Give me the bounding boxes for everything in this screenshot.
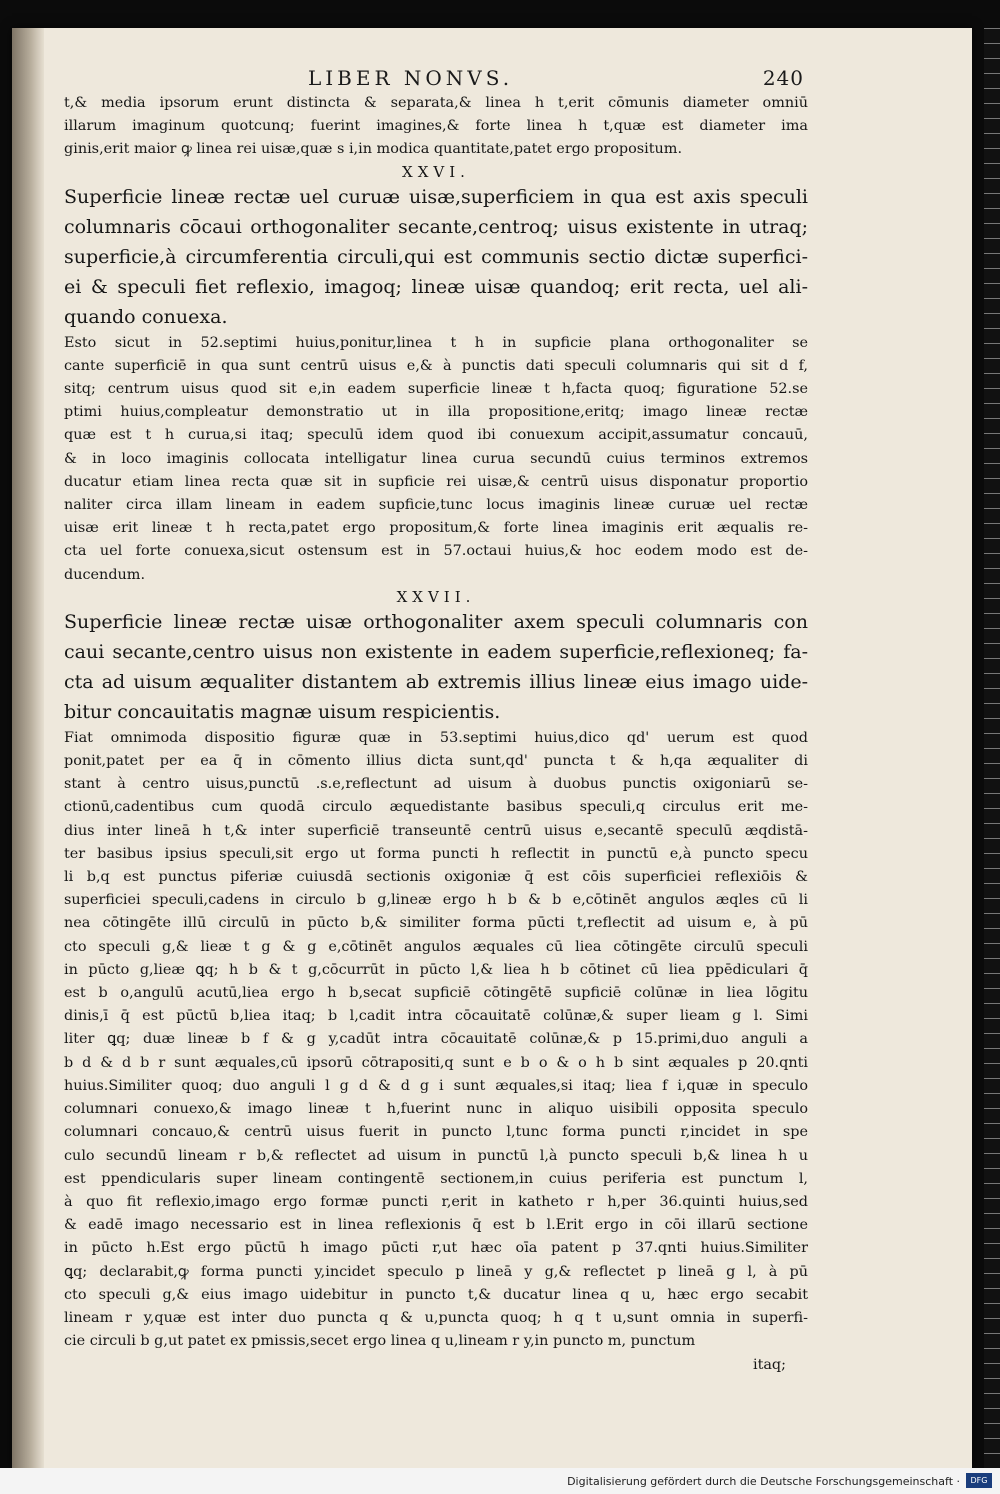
ruler-tick [984, 1033, 1000, 1034]
ruler-tick [984, 1078, 1000, 1079]
funding-credit: Digitalisierung gefördert durch die Deutsche Forschungsgemeinschaft · [567, 1475, 960, 1488]
scan-ruler [984, 28, 1000, 1468]
text-line: cie circuli b g,ut patet ex pmissis,secet ergo linea q u,lineam r y,in puncto m, punctum [64, 1333, 696, 1350]
ruler-tick [984, 238, 1000, 239]
ruler-tick [984, 1363, 1000, 1364]
ruler-tick [984, 1063, 1000, 1064]
text-line: t,& media ipsorum erunt distincta & separata,& linea h t,erit cōmunis diameter omniū [64, 95, 808, 111]
book-page [12, 28, 972, 1468]
text-line: est ppendicularis super lineam contingentē sectionem,in cuius periferia est punctum l, [64, 1170, 808, 1187]
text-line: huius.Similiter quoq; duo anguli l g d & d g i sunt æquales,si itaq; liea f i,quæ in speculo [64, 1077, 808, 1094]
ruler-tick [984, 148, 1000, 149]
ruler-tick [984, 778, 1000, 779]
text-line: sitq; centrum uisus quod sit e,in eadem superficie lineæ t h,facta quoq; figuratione 52.se [64, 381, 808, 398]
ruler-tick [984, 478, 1000, 479]
text-line: ꝗq; declarabit,ꝙ forma puncti y,incidet speculo p lineā y g,& reflectet p lineā g l, à pū [64, 1263, 808, 1280]
ruler-tick [984, 1303, 1000, 1304]
proposition-statement [64, 607, 808, 727]
running-title: LIBER NONVS. [308, 66, 514, 90]
proposition-statement [64, 182, 808, 332]
ruler-tick [984, 808, 1000, 809]
ruler-tick [984, 928, 1000, 929]
text-line: caui secante,centro uisus non existente in eadem superficie,reflexioneq; fa- [64, 640, 808, 663]
text-line: ducatur etiam linea recta quæ sit in supficie rei uisæ,& centrū uisus disponatur proportio [64, 473, 808, 490]
ruler-tick [984, 178, 1000, 179]
ruler-tick [984, 1408, 1000, 1409]
dfg-logo: DFG [966, 1473, 992, 1488]
ruler-tick [984, 193, 1000, 194]
text-line: b d & d b r sunt æquales,cū ipsorū cōtrapositi,q sunt e b o & o h b sint æquales p 20.qnti [64, 1054, 808, 1071]
ruler-tick [984, 673, 1000, 674]
ruler-tick [984, 1183, 1000, 1184]
catchword: itaq; [752, 1357, 786, 1374]
text-line: & in loco imaginis collocata intelligatur linea curua secundū cuius terminos extremos [64, 450, 808, 467]
folio-number: 240 [762, 66, 804, 90]
ruler-tick [984, 583, 1000, 584]
ruler-tick [984, 43, 1000, 44]
ruler-tick [984, 493, 1000, 494]
text-line: est b o,angulū acutū,liea ergo h b,secat supficiē cōtingētē supficiē colūnæ in liea lōgitu [64, 985, 808, 1002]
ruler-tick [984, 913, 1000, 914]
text-line: cto speculi g,& eius imago uidebitur in puncto t,& ducatur linea q u, hæc ergo secabit [64, 1286, 808, 1303]
ruler-tick [984, 793, 1000, 794]
ruler-tick [984, 283, 1000, 284]
ruler-tick [984, 1153, 1000, 1154]
ruler-tick [984, 1258, 1000, 1259]
text-line: Fiat omnimoda dispositio figuræ quæ in 53.septimi huius,dico qd' uerum est quod [64, 729, 808, 746]
ruler-tick [984, 133, 1000, 134]
text-line: columnari concauo,& centrū uisus fuerit in puncto l,tunc forma puncti r,incidet in spe [64, 1124, 808, 1141]
ruler-tick [984, 598, 1000, 599]
ruler-tick [984, 343, 1000, 344]
ruler-tick [984, 988, 1000, 989]
ruler-tick [984, 1003, 1000, 1004]
text-line: columnaris cōcaui orthogonaliter secante,centroq; uisus existente in utraq; [64, 215, 808, 238]
ruler-tick [984, 1393, 1000, 1394]
ruler-tick [984, 1123, 1000, 1124]
ruler-tick [984, 373, 1000, 374]
text-line: ctionū,cadentibus cum quodā circulo æquedistante basibus speculi,q circulus erit me- [64, 799, 808, 816]
ruler-tick [984, 88, 1000, 89]
ruler-tick [984, 898, 1000, 899]
text-line: quando conuexa. [64, 305, 228, 328]
ruler-tick [984, 853, 1000, 854]
ruler-tick [984, 568, 1000, 569]
ruler-tick [984, 403, 1000, 404]
text-line: stant à centro uisus,punctū .s.e,reflectunt ad uisum à duobus punctis oxigoniarū se- [64, 776, 808, 793]
text-line: uisæ erit lineæ t h recta,patet ergo propositum,& forte linea imaginis erit æqualis re- [64, 520, 808, 537]
ruler-tick [984, 538, 1000, 539]
ruler-tick [984, 823, 1000, 824]
ruler-tick [984, 613, 1000, 614]
text-line: superficie,à circumferentia circuli,qui est communis sectio dictæ superfici- [64, 245, 808, 268]
ruler-tick [984, 118, 1000, 119]
text-line: culo secundū lineam r b,& reflectet ad uisum in punctū l,à puncto speculi b,& linea h u [64, 1147, 808, 1164]
text-line: dinis,ī q̄ est pūctū b,liea itaq; b l,cadit intra cōcauitatē colūnæ,& super lieam g l. Simi [64, 1008, 808, 1025]
text-line: dius inter lineā h t,& inter superficiē transeuntē centrū uisus e,secantē speculū æqdistā- [64, 822, 808, 839]
ruler-tick [984, 1453, 1000, 1454]
ruler-tick [984, 388, 1000, 389]
text-line: ginis,erit maior ꝙ linea rei uisæ,quæ s i,in modica quantitate,patet ergo propositum. [64, 141, 683, 158]
text-line: à quo fit reflexio,imago ergo formæ puncti r,erit in katheto r h,per 36.quinti huius,sed [64, 1193, 808, 1210]
text-line: ei & speculi fiet reflexio, imagoq; lineæ uisæ quandoq; erit recta, uel ali- [64, 275, 808, 298]
text-line: cta uel forte conuexa,sicut ostensum est in 57.octaui huius,& hoc eodem modo est de- [64, 543, 808, 560]
text-line: illarum imaginum quotcunq; fuerint imagines,& forte linea h t,quæ est diameter ima [64, 118, 808, 135]
ruler-tick [984, 838, 1000, 839]
ruler-tick [984, 433, 1000, 434]
ruler-tick [984, 688, 1000, 689]
ruler-tick [984, 253, 1000, 254]
ruler-tick [984, 208, 1000, 209]
text-line: ducendum. [64, 566, 146, 583]
ruler-tick [984, 508, 1000, 509]
text-line: liter ꝗq; duæ lineæ b f & g y,cadūt intra cōcauitatē colūnæ,& p 15.primi,duo anguli a [64, 1031, 808, 1048]
text-line: bitur concauitatis magnæ uisum respicientis. [64, 700, 501, 723]
ruler-tick [984, 328, 1000, 329]
ruler-tick [984, 718, 1000, 719]
ruler-tick [984, 643, 1000, 644]
text-line: & eadē imago necessario est in linea reflexionis q̄ est b l.Erit ergo in cōi illarū sectione [64, 1217, 808, 1234]
text-line: lineam r y,quæ est inter duo puncta q & u,puncta quoq; h q t u,sunt omnia in superfi- [64, 1309, 808, 1326]
ruler-tick [984, 1168, 1000, 1169]
text-line: ponit,patet per ea q̄ in cōmento illius dicta sunt,qd' puncta t & h,qa æqualiter di [64, 753, 808, 770]
ruler-tick [984, 523, 1000, 524]
ruler-tick [984, 418, 1000, 419]
text-line: in pūcto g,lieæ ꝗq; h b & t g,cōcurrūt in pūcto l,& liea h b cōtinet cū liea ppēdiculari q̄ [64, 961, 808, 978]
text-line: naliter circa illam lineam in eadem supficie,tunc locus imaginis lineæ curuæ uel rectæ [64, 497, 808, 514]
ruler-tick [984, 703, 1000, 704]
ruler-tick [984, 103, 1000, 104]
text-line: in pūcto h.Est ergo pūctū h imago pūcti r,ut hæc oīa patent p 37.qnti huius.Similiter [64, 1240, 808, 1257]
ruler-tick [984, 1093, 1000, 1094]
ruler-tick [984, 1348, 1000, 1349]
commentary-paragraph [64, 727, 808, 1353]
ruler-tick [984, 1198, 1000, 1199]
ruler-tick [984, 1243, 1000, 1244]
ruler-tick [984, 748, 1000, 749]
ruler-tick [984, 313, 1000, 314]
ruler-tick [984, 358, 1000, 359]
ruler-tick [984, 868, 1000, 869]
text-line: superficiei speculi,cadens in circulo b g,lineæ ergo h b & b e,cōtinēt angulos æqles cū li [64, 892, 808, 909]
text-line: nea cōtingēte illū circulū in pūcto b,& similiter forma pūcti t,reflectit ad uisum e, à pū [64, 915, 808, 932]
ruler-tick [984, 1228, 1000, 1229]
ruler-tick [984, 1018, 1000, 1019]
page-header [64, 66, 804, 90]
ruler-tick [984, 28, 1000, 29]
text-line: quæ est t h curua,si itaq; speculū idem quod ibi conuexum accipit,assumatur concauū, [64, 427, 808, 444]
ruler-tick [984, 553, 1000, 554]
ruler-tick [984, 1048, 1000, 1049]
ruler-tick [984, 298, 1000, 299]
text-line: Superficie lineæ rectæ uisæ orthogonaliter axem speculi columnaris con [64, 610, 808, 633]
page-gutter [12, 28, 44, 1468]
ruler-tick [984, 1318, 1000, 1319]
ruler-tick [984, 268, 1000, 269]
text-line: ter basibus ipsius speculi,sit ergo ut forma puncti h reflectit in punctū e,à puncto specu [64, 845, 808, 862]
text-line: cto speculi g,& lieæ t g & g e,cōtinēt angulos æquales cū liea cōtingēte circulū speculi [64, 938, 808, 955]
ruler-tick [984, 883, 1000, 884]
ruler-tick [984, 958, 1000, 959]
ruler-tick [984, 1273, 1000, 1274]
text-line: cta ad uisum æqualiter distantem ab extremis illius lineæ eius imago uide- [64, 670, 808, 693]
ruler-tick [984, 763, 1000, 764]
ruler-tick [984, 1423, 1000, 1424]
ruler-tick [984, 658, 1000, 659]
ruler-tick [984, 973, 1000, 974]
ruler-tick [984, 1288, 1000, 1289]
text-body [64, 92, 808, 1377]
text-line: li b,q est punctus piferiæ cuiusdā sectionis oxigoniæ q̄ est cōis superficiei reflexiōis & [64, 869, 808, 886]
proposition-number: XXVII. [396, 587, 476, 606]
ruler-tick [984, 73, 1000, 74]
commentary-paragraph [64, 92, 808, 162]
ruler-tick [984, 448, 1000, 449]
text-line: Esto sicut in 52.septimi huius,ponitur,linea t h in supficie plana orthogonaliter se [64, 334, 808, 351]
commentary-paragraph [64, 332, 808, 587]
text-line: Superficie lineæ rectæ uel curuæ uisæ,superficiem in qua est axis speculi [64, 185, 808, 208]
ruler-tick [984, 1378, 1000, 1379]
ruler-tick [984, 733, 1000, 734]
text-line: columnari conuexo,& imago lineæ t h,fuerint nunc in aliquo uisibili opposita speculo [64, 1101, 808, 1118]
ruler-tick [984, 223, 1000, 224]
proposition-number: XXVI. [402, 162, 470, 181]
text-line: ptimi huius,compleatur demonstratio ut in illa propositione,eritq; imago lineæ rectæ [64, 404, 808, 421]
digitization-footer [0, 1468, 1000, 1494]
ruler-tick [984, 58, 1000, 59]
ruler-tick [984, 1213, 1000, 1214]
ruler-tick [984, 1108, 1000, 1109]
ruler-tick [984, 1333, 1000, 1334]
ruler-tick [984, 1138, 1000, 1139]
ruler-tick [984, 163, 1000, 164]
ruler-tick [984, 1438, 1000, 1439]
ruler-tick [984, 628, 1000, 629]
ruler-tick [984, 463, 1000, 464]
ruler-tick [984, 943, 1000, 944]
text-line: cante superficiē in qua sunt centrū uisus e,& à punctis dati speculi columnaris qui sit d f, [64, 357, 808, 374]
